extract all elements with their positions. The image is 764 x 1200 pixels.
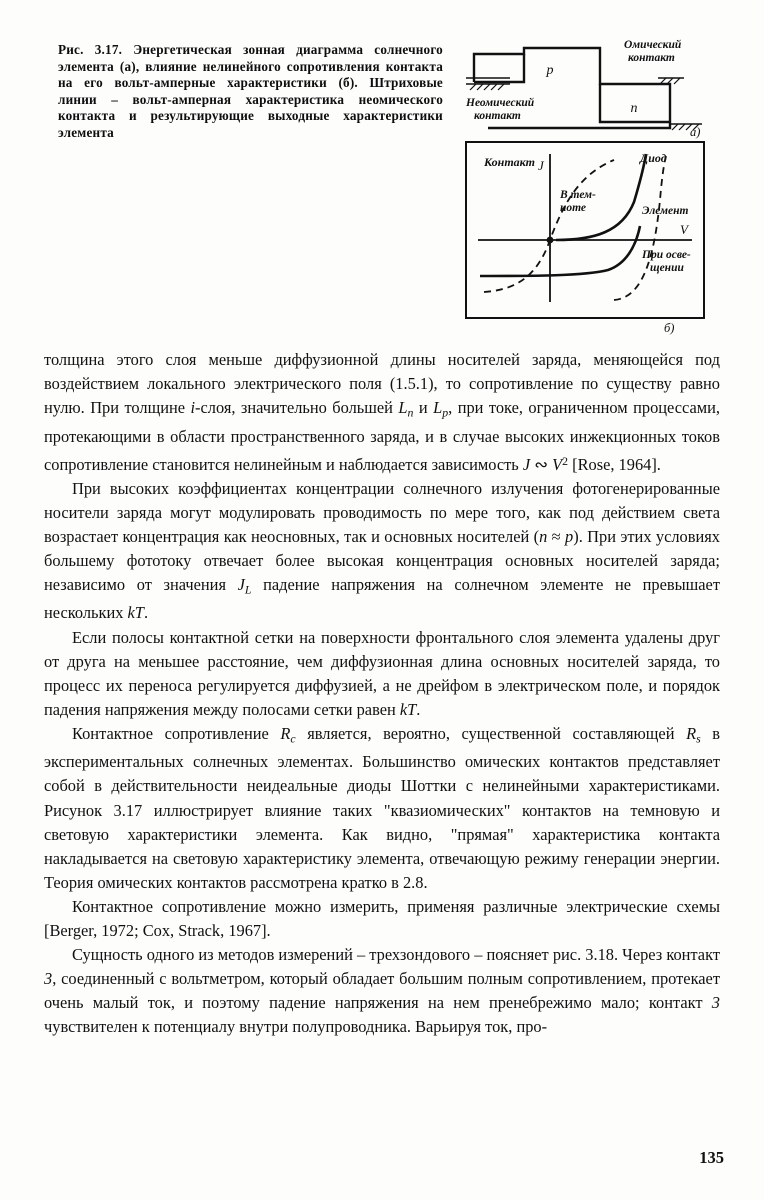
diagram-b-axis-x: V bbox=[680, 222, 688, 237]
diagram-a-ohmic-label: Омический bbox=[624, 39, 682, 51]
diagram-b-axis-y: J bbox=[538, 158, 544, 173]
diagram-a-region-p: р bbox=[546, 63, 554, 78]
diagram-b-sublabel: б) bbox=[664, 321, 675, 335]
figure-3-17 bbox=[58, 36, 708, 336]
paragraph-6: Сущность одного из методов измерений – трехзондового – поясняет рис. 3.18. Через контакт 3, соединенный с вольтметром, который обладает большим полным сопротивлением, протекает очень малый ток, и поэтому падение напряжения на нем пренебрежимо мало; контакт 3 чувствителен к потенциалу внутри полупроводника. Варьируя ток, про- bbox=[44, 945, 720, 1037]
figure-caption-label: Рис. 3.17. bbox=[58, 42, 123, 57]
diagram-b-jv-characteristics bbox=[464, 140, 708, 336]
diagram-a-nonohmic-label: Неомический bbox=[466, 97, 535, 109]
figure-caption-text: Энергетическая зонная диаграмма солнечного элемента (а), влияние нелинейного сопротивления контакта на его вольт-амперные характеристики (б). Штриховые линии – вольт-амперная характеристика неомического контакта и результирующие выходные характеристики элемента bbox=[58, 42, 443, 140]
paragraph-3: Если полосы контактной сетки на поверхности фронтального слоя элемента удалены друг от друга на меньшее расстояние, чем диффузионная длина основных носителей заряда, то процесс их переноса регулируется диффузией, а не дрейфом в электрическом поле, и порядок падения напряжения между полосами сетки равен kT. bbox=[44, 627, 720, 719]
diagram-b-dark-label: В тем- bbox=[560, 189, 596, 201]
diagram-a-ohmic-label-2: контакт bbox=[628, 52, 675, 64]
body-text bbox=[44, 348, 720, 1039]
paragraph-5: Контактное сопротивление можно измерить, применяя различные электрические схемы [Berger, 1972; Cox, Strack, 1967]. bbox=[44, 896, 720, 940]
paragraph-2: При высоких коэффициентах концентрации солнечного излучения фотогенерированные носители заряда могут модулировать проводимость по мере того, как под действием света возрастает концентрация как неосновных, так и основных носителей (n ≈ p). При этих условиях большему фототоку отвечает более высокая концентрация основных носителей заряда; независимо от значения $J_L$ падение напряжения на солнечном элементе не превышает нескольких kT. bbox=[44, 478, 720, 623]
paragraph-4: Контактное сопротивление $R_c$ является, вероятно, существенной составляющей $R_s$ в экспериментальных солнечных элементах. Большинство омических контактов представляет собой в действительности неидеальные диоды Шоттки с нелинейными характеристиками. Рисунок 3.17 иллюстрирует влияние таких "квазиомических" контактов на темновую и световую характеристики элемента. Как видно, "прямая" характеристика контакта накладывается на световую характеристику элемента, отвечающую режиму генерации энергии. Теория омических контактов рассмотрена кратко в 2.8. bbox=[44, 723, 720, 892]
diagram-b-illuminated-label-2: щении bbox=[650, 262, 684, 274]
page-number: 135 bbox=[699, 1148, 724, 1167]
diagram-b-curve-diode-label: Диод bbox=[640, 151, 667, 165]
diagram-a-band-schematic bbox=[464, 36, 708, 140]
diagram-b-curve-contact-label: Контакт bbox=[484, 155, 535, 169]
diagram-b-element-label: Элемент bbox=[642, 205, 689, 217]
diagram-b-illuminated-label: При осве- bbox=[642, 249, 691, 261]
diagram-a-nonohmic-label-2: контакт bbox=[474, 110, 521, 122]
figure-caption bbox=[58, 42, 443, 142]
diagram-a-sublabel: а) bbox=[690, 125, 701, 139]
paragraph-1: толщина этого слоя меньше диффузионной длины носителей заряда, меняющейся под воздействием локального электрического поля (1.5.1), то сопротивление по существу равно нулю. При толщине i-слоя, значительно большей $L_n$ и $L_p$, при токе, ограниченном процессами, протекающими в области пространственного заряда, и в случае высоких инжекционных токов сопротивление становится нелинейным и наблюдается зависимость J ∾ $V^2$ [Rose, 1964]. bbox=[44, 350, 720, 474]
diagram-b-dark-label-2: ноте bbox=[560, 202, 587, 214]
diagram-a-region-n: n bbox=[630, 101, 638, 116]
